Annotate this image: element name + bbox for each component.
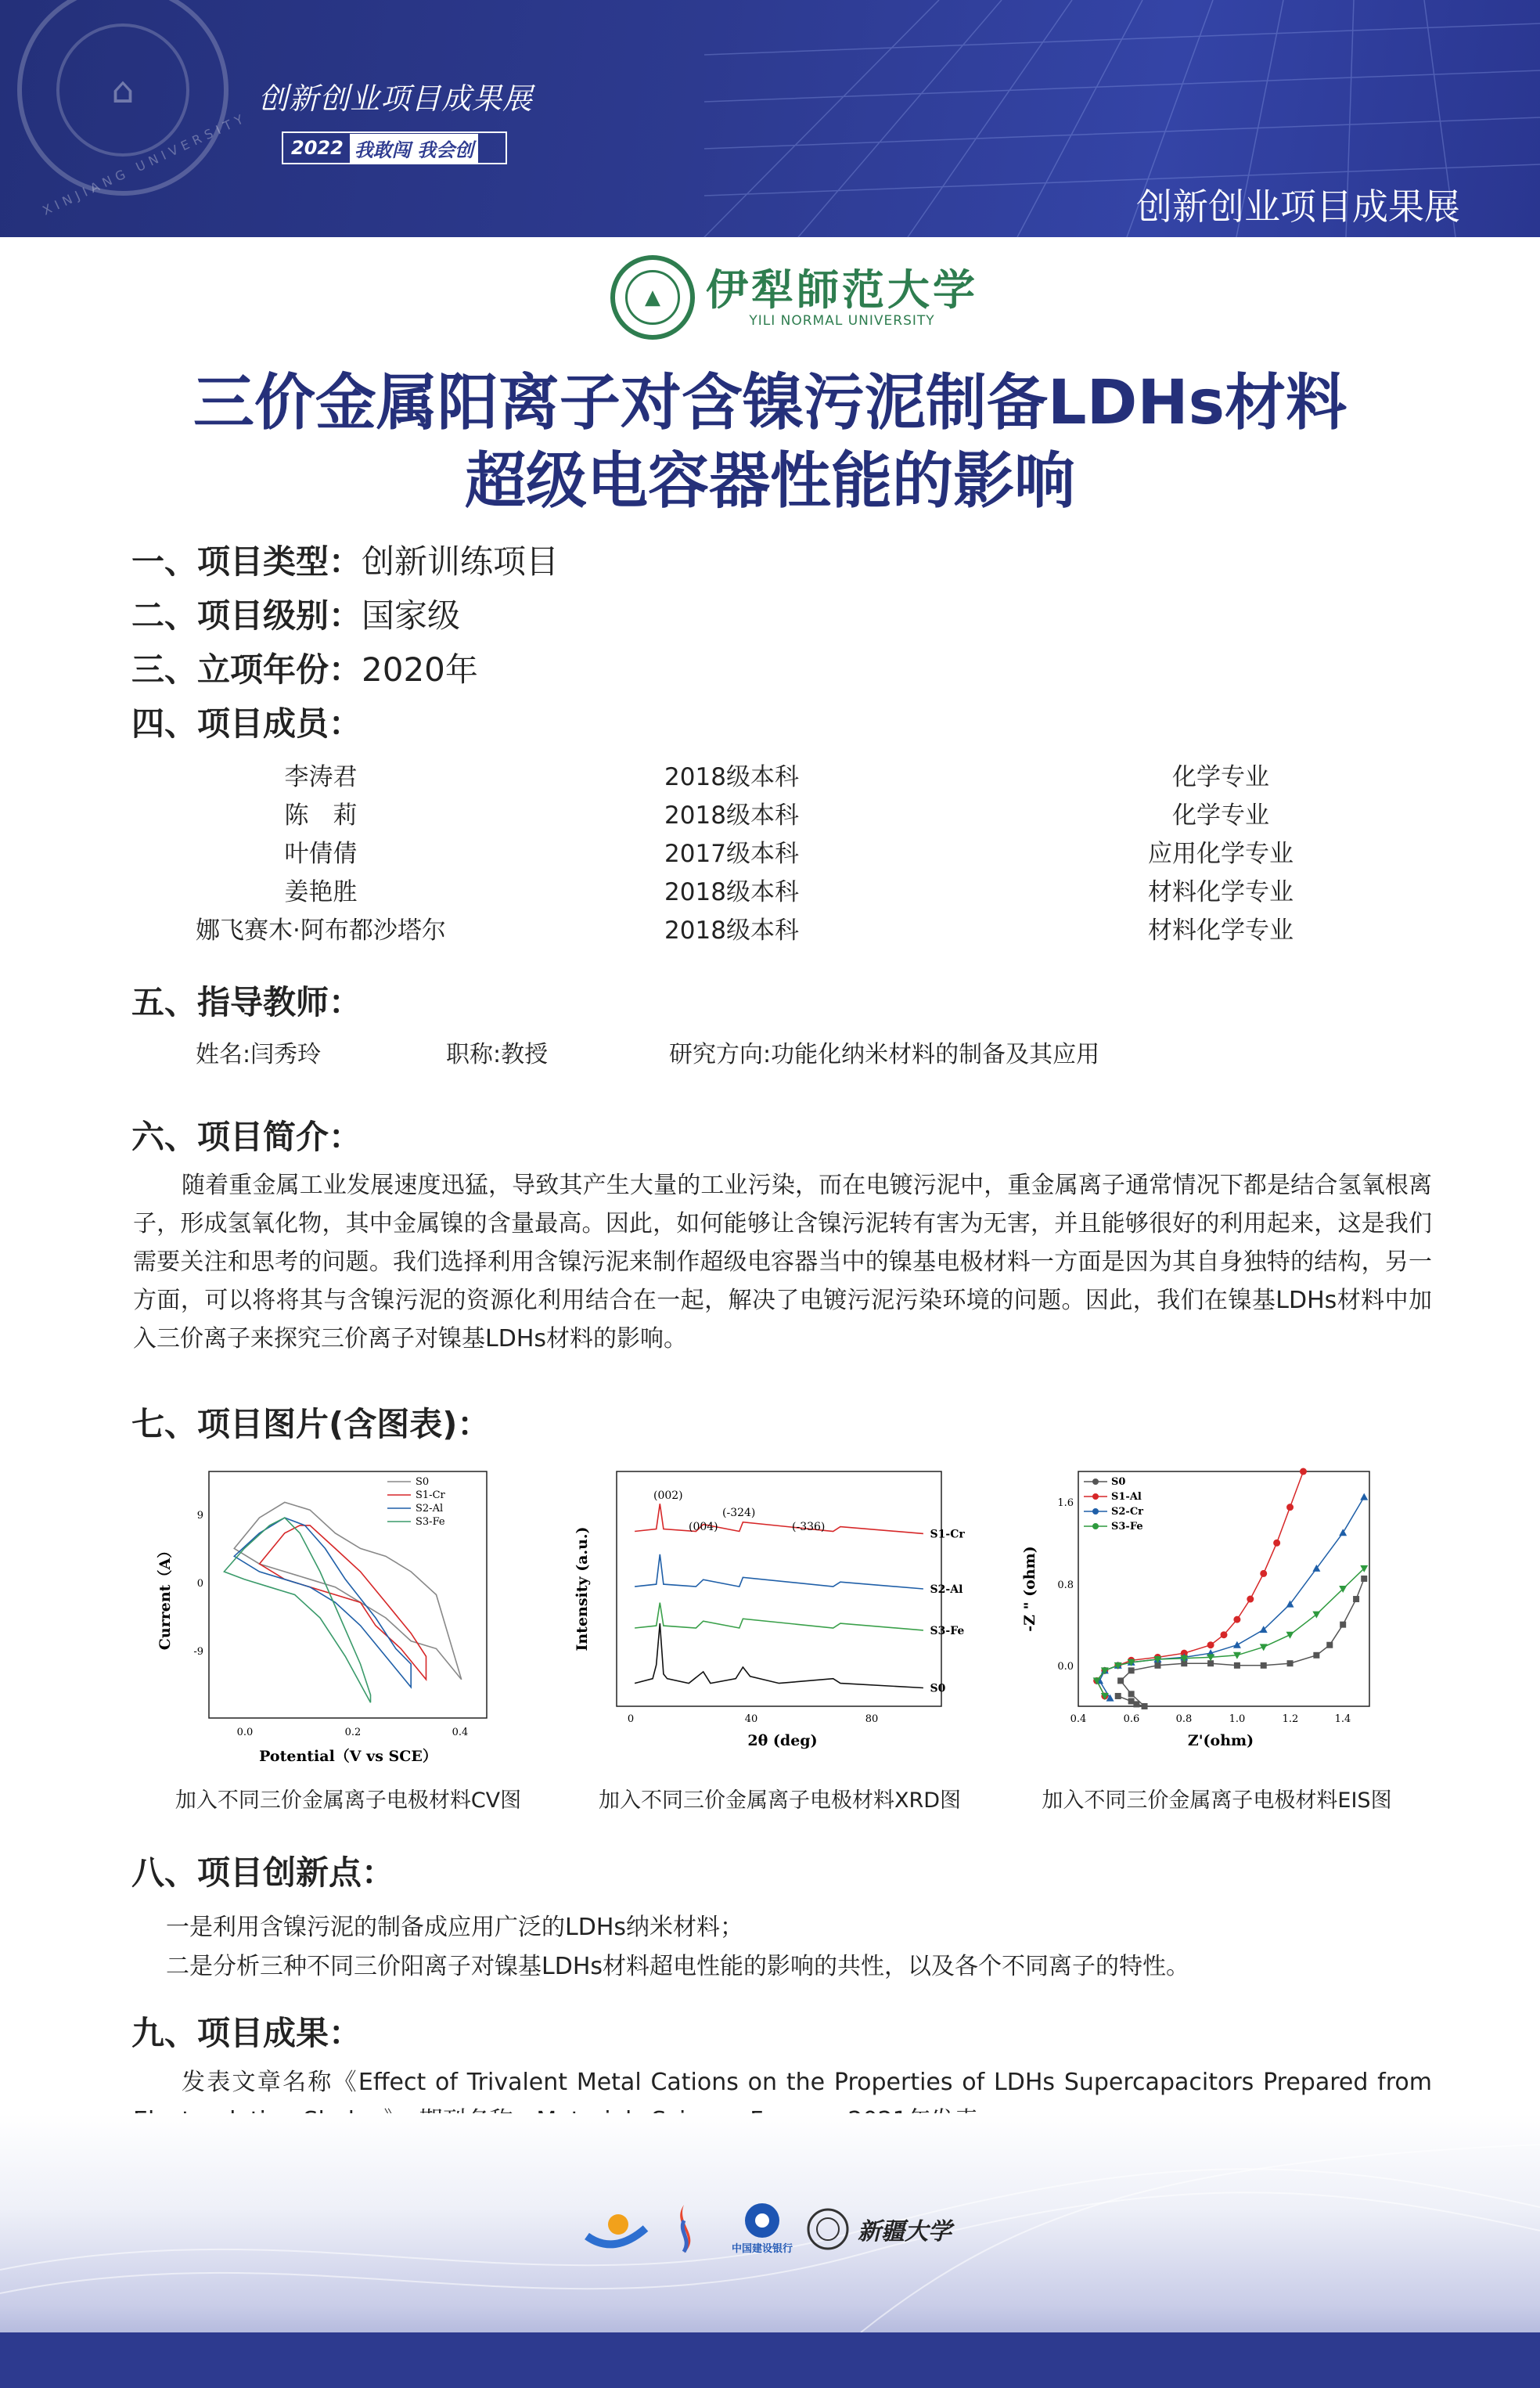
results-heading: 九、项目成果： <box>131 2014 362 2052</box>
ccb-logo <box>732 2201 793 2257</box>
eis-caption: 加入不同三价金属离子电极材料EIS图 <box>1042 1788 1392 1813</box>
eis-point <box>1207 1660 1214 1666</box>
eis-point <box>1142 1703 1148 1709</box>
member-row <box>0 872 1540 908</box>
eis-legend-label: S2-Cr <box>1111 1506 1144 1518</box>
project-level-label: 二、项目级别： <box>131 596 362 635</box>
project-year-label: 三、立项年份： <box>131 650 362 689</box>
project-level <box>131 590 460 637</box>
eis-legend-marker <box>1092 1523 1099 1529</box>
eis-point <box>1273 1540 1280 1547</box>
member-major: 化学专业 <box>1172 801 1269 830</box>
xrd-plot-frame <box>617 1471 941 1706</box>
eis-point <box>1326 1642 1333 1648</box>
member-grade: 2018级本科 <box>664 878 799 906</box>
eis-ytick: 1.6 <box>1057 1497 1074 1509</box>
project-type-label: 一、项目类型： <box>131 542 362 581</box>
results-text: 发表文章名称《Effect of Trivalent Metal Cations on the Properties of LDHs Supercapacitors Prepared from <box>182 2069 1432 2096</box>
eis-ytick: 0.8 <box>1057 1579 1074 1591</box>
slogan-year: 2022 <box>291 137 344 159</box>
innovation-point-1: 一是利用含镍污泥的制备成应用广泛的LDHs纳米材料； <box>166 1914 744 1941</box>
university-name: 伊犁師范大学 <box>706 265 978 315</box>
eis-point <box>1287 1660 1294 1666</box>
xrd-xlabel: 2θ (deg) <box>747 1732 818 1749</box>
xrd-xtick: 80 <box>865 1713 879 1725</box>
xrd-annotation: (002) <box>653 1489 683 1502</box>
eis-point <box>1260 1570 1267 1577</box>
cv-legend-label: S3-Fe <box>416 1516 445 1528</box>
eis-point <box>1286 1504 1294 1511</box>
figures-heading: 七、项目图片(含图表)： <box>131 1405 491 1443</box>
xju-seal-icon <box>806 2207 850 2251</box>
eis-point <box>1207 1641 1214 1648</box>
eis-point <box>1261 1662 1267 1669</box>
xrd-series-label: S3-Fe <box>930 1624 965 1637</box>
eis-legend-label: S0 <box>1111 1476 1126 1488</box>
eis-legend-marker <box>1092 1493 1099 1500</box>
university-logo <box>610 255 978 340</box>
eis-point <box>1128 1667 1135 1673</box>
cv-xtick: 0.0 <box>236 1727 254 1738</box>
eis-point <box>1128 1691 1135 1697</box>
eis-legend-marker <box>1092 1479 1099 1485</box>
eis-ytick: 0.0 <box>1057 1661 1074 1673</box>
cv-ylabel: Current（A） <box>157 1543 174 1651</box>
university-seal-icon: ▲ <box>610 255 695 340</box>
member-major: 材料化学专业 <box>1148 878 1294 906</box>
project-type-value: 创新训练项目 <box>362 542 560 581</box>
cv-xlabel: Potential（V vs SCE） <box>259 1748 437 1765</box>
xrd-ylabel: Intensity (a.u.) <box>574 1526 591 1651</box>
teacher-heading: 五、指导教师： <box>131 983 362 1021</box>
sponsor-logo-2 <box>667 2201 702 2257</box>
xrd-annotation: (-324) <box>722 1507 756 1519</box>
eis-point <box>1340 1622 1346 1628</box>
xrd-series-label: S1-Cr <box>930 1528 965 1541</box>
project-type <box>131 536 559 583</box>
eis-point <box>1233 1616 1240 1623</box>
innovation-heading: 八、项目创新点： <box>131 1853 395 1892</box>
slogan-text: 我敢闯 我会创 <box>350 134 478 163</box>
teacher-research: 研究方向:功能化纳米材料的制备及其应用 <box>669 1041 1100 1068</box>
eis-legend-label: S1-Al <box>1111 1491 1142 1503</box>
cv-xtick: 0.2 <box>344 1727 362 1738</box>
eis-xtick: 1.2 <box>1282 1713 1299 1725</box>
eis-xtick: 1.0 <box>1229 1713 1246 1725</box>
xrd-chart <box>563 1468 965 1761</box>
member-major: 化学专业 <box>1172 763 1269 791</box>
project-year <box>131 644 478 691</box>
sponsor-flame-icon <box>667 2201 702 2257</box>
eis-xlabel: Z'(ohm) <box>1187 1732 1254 1749</box>
teacher-title: 职称:教授 <box>446 1041 549 1068</box>
member-grade: 2018级本科 <box>664 917 799 945</box>
cv-chart <box>153 1468 497 1769</box>
member-name: 娜飞赛木·阿布都沙塔尔 <box>196 917 446 945</box>
eis-point <box>1154 1662 1160 1669</box>
xrd-xtick: 40 <box>744 1713 758 1725</box>
member-row <box>0 834 1540 870</box>
eis-point <box>1115 1693 1121 1699</box>
member-major: 应用化学专业 <box>1148 840 1294 868</box>
member-name: 李涛君 <box>284 763 358 791</box>
xinjiang-university-logo <box>806 2201 952 2257</box>
eis-xtick: 1.4 <box>1334 1713 1351 1725</box>
poster-title-line1: 三价金属阳离子对含镍污泥制备LDHs材料 <box>192 368 1348 438</box>
university-name-en: YILI NORMAL UNIVERSITY <box>749 313 935 329</box>
eis-ylabel: -Z " (ohm) <box>1021 1546 1038 1632</box>
eis-point <box>1353 1596 1359 1602</box>
eis-point <box>1234 1662 1240 1669</box>
member-name: 陈 莉 <box>284 801 358 830</box>
header-banner <box>0 0 1540 237</box>
member-row <box>0 910 1540 946</box>
cv-caption: 加入不同三价金属离子电极材料CV图 <box>175 1788 522 1813</box>
xju-name: 新疆大学 <box>858 2218 952 2246</box>
member-row <box>0 757 1540 793</box>
seal-ring-text: XINJIANG UNIVERSITY <box>40 110 250 218</box>
eis-chart <box>1009 1468 1385 1769</box>
eis-legend-label: S3-Fe <box>1111 1521 1143 1533</box>
cv-ytick: 0 <box>196 1578 203 1590</box>
cv-xtick: 0.4 <box>452 1727 469 1738</box>
eis-point <box>1300 1468 1307 1475</box>
xrd-annotation: (-336) <box>792 1521 826 1533</box>
xrd-series-label: S0 <box>930 1682 946 1695</box>
ccb-name: 中国建设银行 <box>732 2243 793 2255</box>
member-name: 叶倩倩 <box>284 840 358 868</box>
event-slogan <box>282 131 507 164</box>
member-row <box>0 795 1540 831</box>
footer-band <box>0 2332 1540 2388</box>
teacher-name: 姓名:闫秀玲 <box>196 1041 322 1068</box>
poster-title-line2: 超级电容器性能的影响 <box>464 446 1075 517</box>
eis-point <box>1221 1631 1228 1638</box>
member-major: 材料化学专业 <box>1148 917 1294 945</box>
project-year-value: 2020年 <box>362 650 478 689</box>
member-grade: 2017级本科 <box>664 840 799 868</box>
eis-point <box>1117 1677 1124 1684</box>
intro-heading: 六、项目简介： <box>131 1118 362 1156</box>
member-grade: 2018级本科 <box>664 801 799 830</box>
project-level-value: 国家级 <box>362 596 461 635</box>
xrd-series-label: S2-Al <box>930 1583 963 1596</box>
cv-legend-label: S1-Cr <box>416 1489 445 1501</box>
sponsor-swoosh-icon <box>579 2201 653 2257</box>
cv-legend-label: S0 <box>416 1476 430 1488</box>
xrd-xtick: 0 <box>627 1713 635 1725</box>
event-brand: 创新创业项目成果展 <box>258 81 534 116</box>
member-grade: 2018级本科 <box>664 763 799 791</box>
eis-legend-marker <box>1092 1508 1099 1515</box>
cv-ytick: -9 <box>193 1646 203 1658</box>
sponsor-logo-1 <box>579 2201 653 2257</box>
eis-point <box>1313 1652 1319 1659</box>
eis-point <box>1361 1576 1367 1582</box>
member-name: 姜艳胜 <box>284 878 358 906</box>
eis-point <box>1133 1701 1139 1707</box>
cv-ytick: 9 <box>196 1510 203 1522</box>
xrd-caption: 加入不同三价金属离子电极材料XRD图 <box>599 1788 962 1813</box>
xrd-annotation: (004) <box>689 1521 718 1533</box>
eis-xtick: 0.6 <box>1123 1713 1140 1725</box>
ccb-bank-icon <box>739 2201 786 2240</box>
exhibit-label: 创新创业项目成果展 <box>1136 185 1460 228</box>
innovation-point-2: 二是分析三种不同三价阳离子对镍基LDHs材料超电性能的影响的共性，以及各个不同离子的特性。 <box>166 1953 1190 1980</box>
intro-text: 随着重金属工业发展速度迅猛，导致其产生大量的工业污染，而在电镀污泥中，重金属离子通常情况下都是结合氢氧根离子，形成氢氧化物，其中金属镍的含量最高。因此，如何能够让含镍污泥转有害为无害，并且能够很好的利用起来，这是我们需要关注和思考的问题。我们选择利用含镍污泥来制作超级电容器当中的镍基电极材料一方面是因为其自身独特的结构，另一方面，可以将将其与含镍污泥的资源化利用结合在一起，解决了电镀污泥污染环境的问题。因此，我们在镍基LDHs材料中加入三价离子来探究三价离子对镍基LDHs材料的影响。 <box>133 1172 1432 1352</box>
eis-point <box>1247 1596 1254 1603</box>
seal-building-icon: ⌂ <box>56 23 189 157</box>
eis-xtick: 0.4 <box>1070 1713 1087 1725</box>
eis-xtick: 0.8 <box>1175 1713 1193 1725</box>
cv-legend-label: S2-Al <box>416 1503 444 1515</box>
members-heading: 四、项目成员： <box>131 704 362 743</box>
